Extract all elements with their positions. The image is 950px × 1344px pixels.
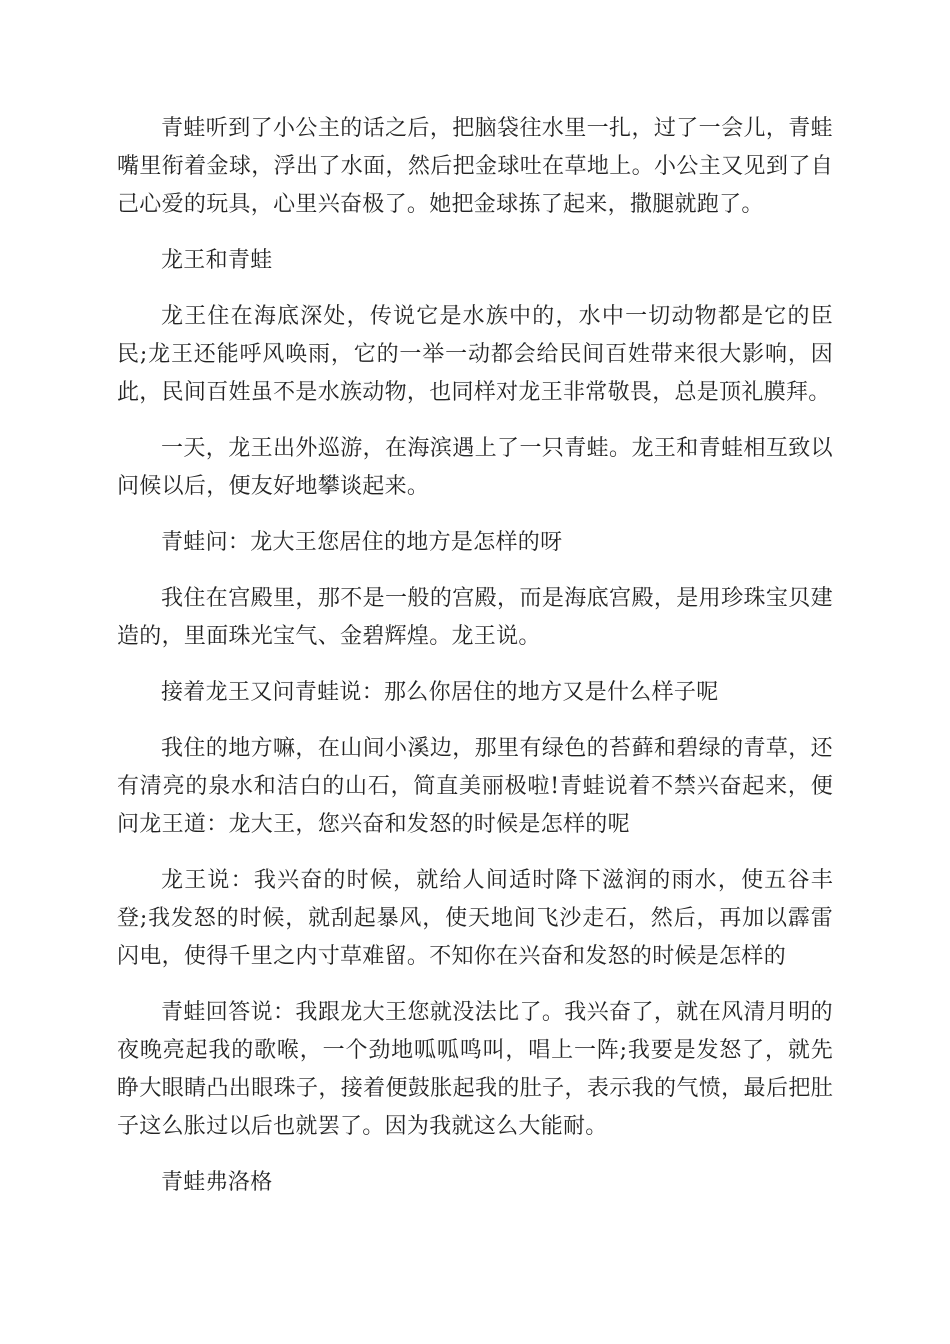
paragraph-frog-home: 我住的地方嘛，在山间小溪边，那里有绿色的苔藓和碧绿的青草，还有清亮的泉水和洁白的山石，简直美丽极啦!青蛙说着不禁兴奋起来，便问龙王道：龙大王，您兴奋和发怒的时候是怎样的呢 bbox=[117, 736, 833, 837]
paragraph-dragon-moods: 龙王说：我兴奋的时候，就给人间适时降下滋润的雨水，使五谷丰登;我发怒的时候，就刮起暴风，使天地间飞沙走石，然后，再加以霹雷闪电，使得千里之内寸草难留。不知你在兴奋和发怒的时候是怎样的 bbox=[117, 868, 833, 969]
section-title-dragon-king-and-frog: 龙王和青蛙 bbox=[161, 248, 273, 273]
paragraph-frog-moods: 青蛙回答说：我跟龙大王您就没法比了。我兴奋了，就在风清月明的夜晚亮起我的歌喉，一个劲地呱呱鸣叫，唱上一阵;我要是发怒了，就先睁大眼睛凸出眼珠子，接着便鼓胀起我的肚子，表示我的气愤，最后把肚子这么胀过以后也就罢了。因为我就这么大能耐。 bbox=[117, 1000, 833, 1139]
paragraph-dragon-palace: 我住在宫殿里，那不是一般的宫殿，而是海底宫殿，是用珍珠宝贝建造的，里面珠光宝气、金碧辉煌。龙王说。 bbox=[117, 586, 833, 649]
section-title-frog-froggy: 青蛙弗洛格 bbox=[161, 1170, 273, 1195]
paragraph-dragon-king-intro: 龙王住在海底深处，传说它是水族中的，水中一切动物都是它的臣民;龙王还能呼风唤雨，它的一举一动都会给民间百姓带来很大影响，因此，民间百姓虽不是水族动物，也同样对龙王非常敬畏，总是顶礼膜拜。 bbox=[117, 304, 833, 405]
paragraph-meeting-by-sea: 一天，龙王出外巡游，在海滨遇上了一只青蛙。龙王和青蛙相互致以问候以后，便友好地攀谈起来。 bbox=[117, 436, 833, 499]
document-body bbox=[117, 110, 833, 1220]
paragraph-frog-asks-home: 青蛙问：龙大王您居住的地方是怎样的呀 bbox=[161, 530, 563, 555]
paragraph-princess-golden-ball: 青蛙听到了小公主的话之后，把脑袋往水里一扎，过了一会儿，青蛙嘴里衔着金球，浮出了水面，然后把金球吐在草地上。小公主又见到了自己心爱的玩具，心里兴奋极了。她把金球拣了起来，撒腿就跑了。 bbox=[117, 116, 833, 217]
paragraph-dragon-asks-frog: 接着龙王又问青蛙说：那么你居住的地方又是什么样子呢 bbox=[161, 680, 719, 705]
